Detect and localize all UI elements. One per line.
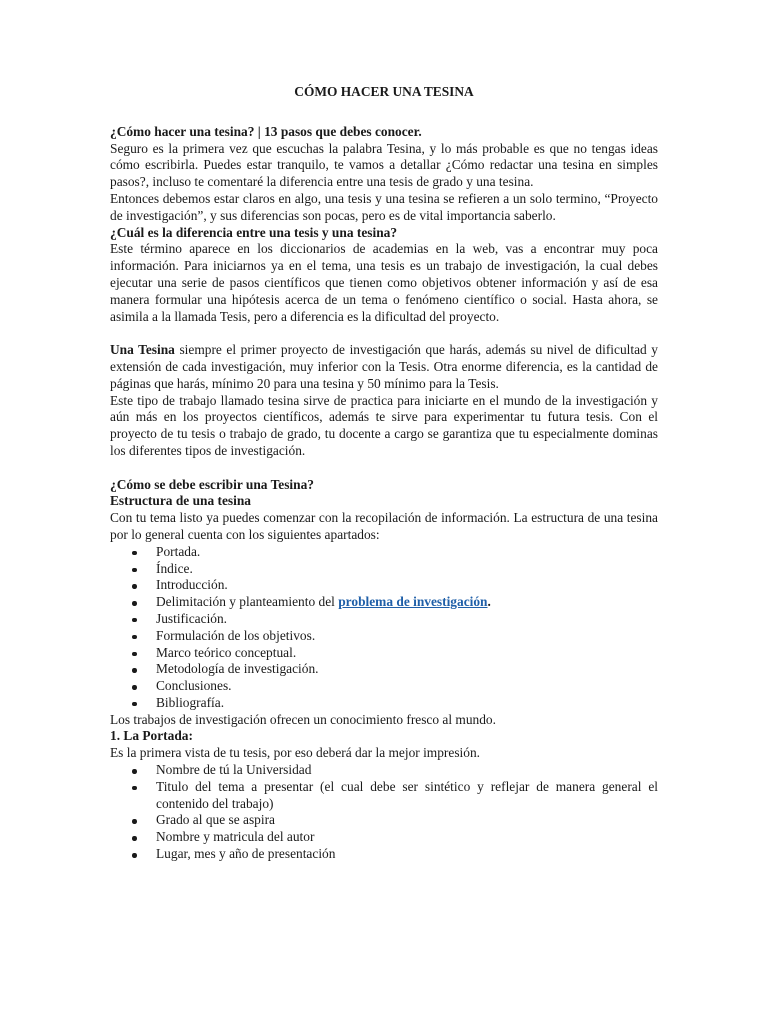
portada-heading: 1. La Portada: <box>110 728 193 744</box>
list-item: Bibliografía. <box>110 695 658 712</box>
list-item-text: Delimitación y planteamiento del <box>156 594 339 610</box>
list-item-period: . <box>487 594 491 610</box>
document-title: CÓMO HACER UNA TESINA <box>294 84 474 99</box>
intro-heading: ¿Cómo hacer una tesina? | 13 pasos que debes conocer. <box>110 123 422 139</box>
structure-intro: Con tu tema listo ya puedes comenzar con la recopilación de información. La estructura de una tesina por lo general cuenta con los siguientes apartados: <box>110 510 658 542</box>
spacer <box>110 460 658 477</box>
intro-paragraph-2: Entonces debemos estar claros en algo, una tesis y una tesina se refieren a un solo termino, “Proyecto de investigación”, y sus diferencias son pocas, pero es de vital importancia saberlo. <box>110 190 658 223</box>
structure-list <box>110 544 658 712</box>
tesina-paragraph-text: siempre el primer proyecto de investigación que harás, además su nivel de dificultad y extensión de cada investigación, muy inferior con la Tesis. Otra enorme diferencia, es la cantidad de páginas que harás, mínimo 20 para una tesina y 50 mínimo para la Tesis. <box>110 342 658 391</box>
problem-link[interactable]: problema de investigación <box>338 594 488 610</box>
spacer <box>110 325 658 342</box>
difference-paragraph: Este término aparece en los diccionarios de academias en la web, vas a encontrar muy poca información. Para iniciarnos ya en el tema, una tesis es un trabajo de investigación, la cual debes ejecutar una serie de pasos científicos que tienen como objetivos obtener información y así de esa manera formular una hipótesis acerca de un tema o fenómeno científico o social. Hasta ahora, se asimila a la llamada Tesis, pero a diferencia es la dificultad del proyecto. <box>110 241 658 324</box>
tesina-paragraph <box>110 342 658 392</box>
list-item: Índice. <box>110 561 658 578</box>
list-item: Conclusiones. <box>110 678 658 695</box>
portada-list <box>110 762 658 863</box>
tesina-paragraph-2: Este tipo de trabajo llamado tesina sirve de practica para iniciarte en el mundo de la investigación y aún más en los proyectos científicos, además te sirve para experimentar tu futura tesis. Con el proyecto de tu tesis o trabajo de grado, tu docente a cargo se garantiza que tu especialmente dominas los diferentes tipos de investigación. <box>110 392 658 458</box>
list-item: Justificación. <box>110 611 658 628</box>
write-heading: ¿Cómo se debe escribir una Tesina? <box>110 476 314 492</box>
structure-heading: Estructura de una tesina <box>110 493 251 509</box>
list-item: Titulo del tema a presentar (el cual debe ser sintético y reflejar de manera general el contenido del trabajo) <box>110 779 658 813</box>
intro-paragraph-1: Seguro es la primera vez que escuchas la palabra Tesina, y lo más probable es que no tengas ideas cómo escribirla. Puedes estar tranquilo, te vamos a detallar ¿Cómo redactar una tesina en simples pasos?, incluso te comentaré la diferencia entre una tesis de grado y una tesina. <box>110 140 658 190</box>
list-item: Nombre de tú la Universidad <box>110 762 658 779</box>
list-item: Formulación de los objetivos. <box>110 628 658 645</box>
portada-intro: Es la primera vista de tu tesis, por eso deberá dar la mejor impresión. <box>110 745 480 761</box>
list-item: Lugar, mes y año de presentación <box>110 846 658 863</box>
difference-heading: ¿Cuál es la diferencia entre una tesis y una tesina? <box>110 224 398 240</box>
list-item: Grado al que se aspira <box>110 812 658 829</box>
list-item: Nombre y matricula del autor <box>110 829 658 846</box>
list-item: Introducción. <box>110 577 658 594</box>
list-item: Metodología de investigación. <box>110 661 658 678</box>
outro-paragraph: Los trabajos de investigación ofrecen un conocimiento fresco al mundo. <box>110 711 496 727</box>
tesina-term: Una Tesina <box>110 342 175 358</box>
list-item <box>110 594 658 611</box>
list-item: Portada. <box>110 544 658 561</box>
document-page <box>110 84 658 863</box>
list-item: Marco teórico conceptual. <box>110 645 658 662</box>
